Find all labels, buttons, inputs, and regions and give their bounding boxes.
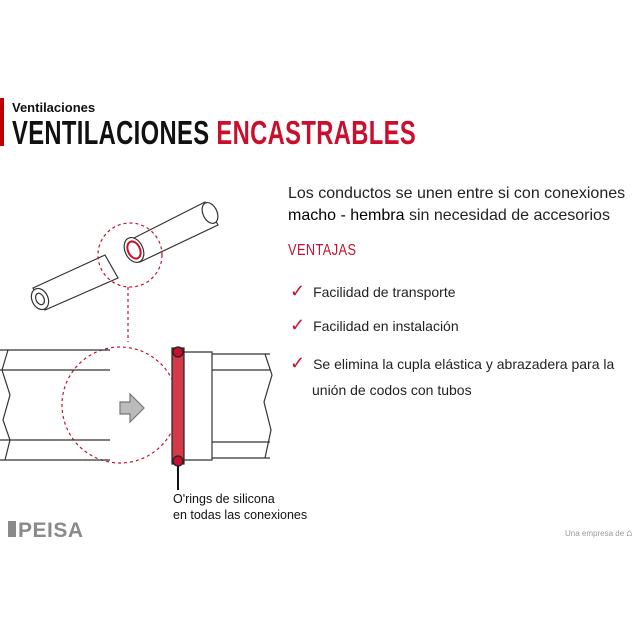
- title-black: VENTILACIONES: [12, 114, 210, 151]
- empresa-note: [565, 528, 632, 539]
- caption-line1: O'rings de silicona: [173, 492, 275, 506]
- arrow-icon: [120, 394, 144, 422]
- intro-line2: [288, 205, 625, 227]
- group-logo-icon: ⌂: [626, 528, 633, 539]
- page-title: [12, 114, 416, 152]
- section-label: Ventilaciones: [12, 100, 96, 115]
- pipe-diagram: [0, 180, 280, 500]
- intro-line1: Los conductos se unen entre si con conexiones: [288, 185, 626, 202]
- pipe-left: [0, 350, 110, 460]
- caption-line2: en todas las conexiones: [173, 508, 308, 522]
- item-text: Facilidad en instalación: [313, 318, 459, 334]
- empresa-text: Una empresa de: [565, 529, 625, 538]
- list-item: [290, 312, 459, 339]
- item-text: unión de codos con tubos: [312, 382, 472, 398]
- peisa-logo: [8, 519, 84, 543]
- list-item: [290, 350, 614, 403]
- oring-caption: [173, 491, 307, 523]
- logo-mark-icon: [8, 521, 16, 537]
- title-red: ENCASTRABLES: [216, 114, 417, 151]
- item-text: Se elimina la cupla elástica y abrazadera para la: [313, 356, 615, 372]
- title-accent-bar: [0, 98, 4, 146]
- small-tubes: [28, 200, 221, 312]
- list-item: [290, 278, 456, 305]
- check-icon: ✓: [290, 353, 306, 373]
- intro-bold: macho - hembra: [288, 207, 405, 224]
- ventajas-heading: VENTAJAS: [288, 242, 357, 259]
- pipe-right: [172, 347, 272, 466]
- intro-rest: sin necesidad de accesorios: [404, 207, 610, 224]
- logo-text: PEISA: [18, 519, 84, 542]
- item-text: Facilidad de transporte: [313, 284, 456, 300]
- check-icon: ✓: [290, 315, 306, 335]
- intro-text: [288, 183, 625, 227]
- check-icon: ✓: [290, 281, 306, 301]
